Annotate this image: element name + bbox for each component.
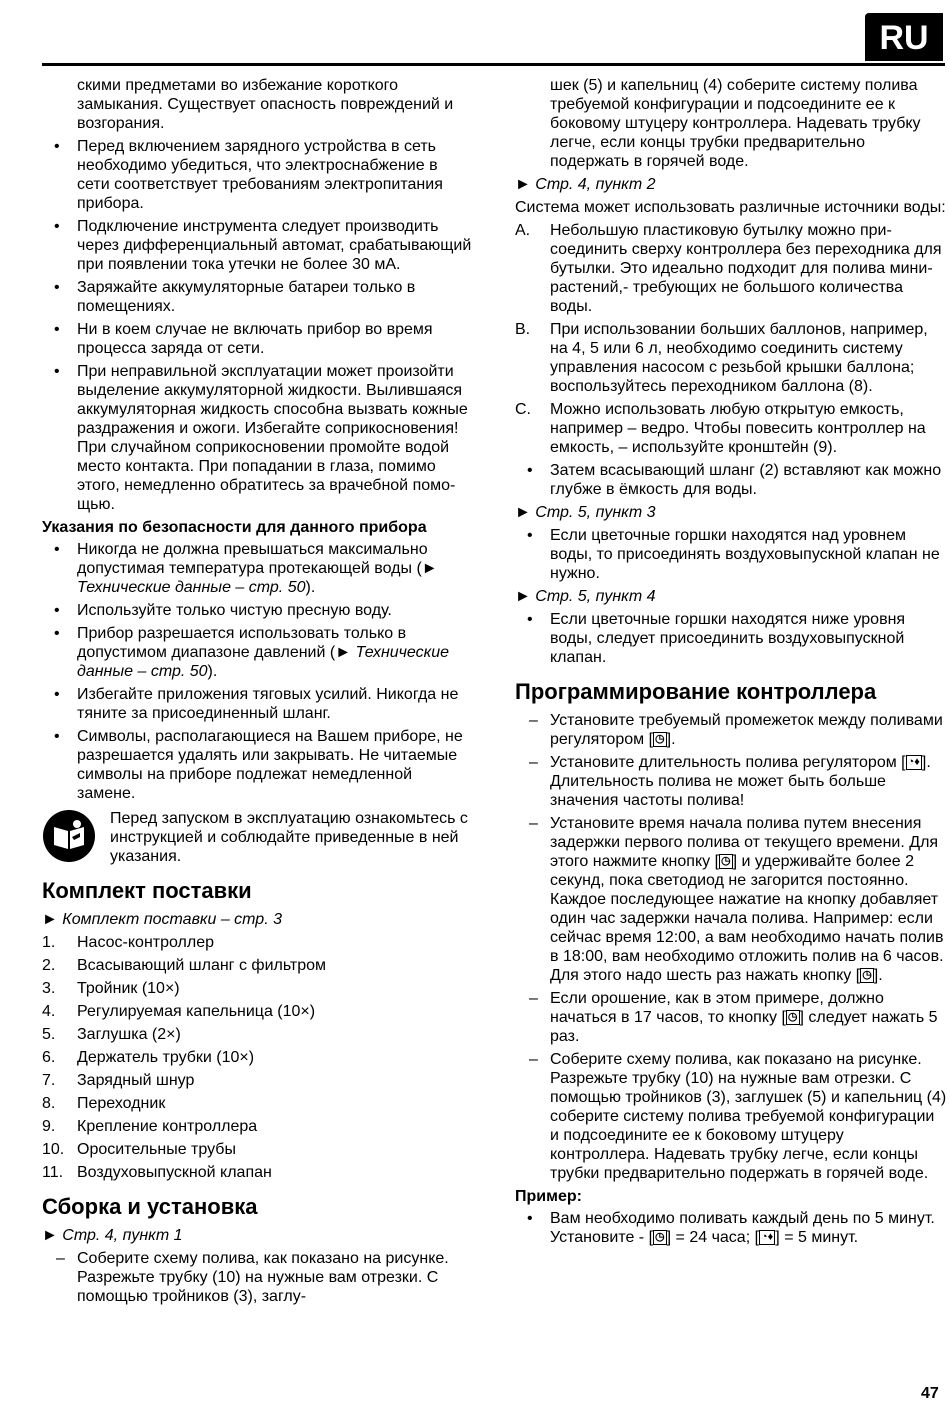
item-text: Воздуховыпускной клапан — [77, 1164, 272, 1181]
delay-button-icon: ◷ — [862, 969, 872, 982]
language-badge: RU — [865, 13, 943, 61]
list-item: • Перед включением зарядного устройства в сеть необходимо убедиться, что электроснабжение в сети соответствует требованиям электропитания прибора. — [42, 137, 474, 213]
item-text: Переходник — [77, 1095, 166, 1112]
page-number: 47 — [921, 1385, 939, 1402]
item-text: Можно использовать любую открытую емкость, например – ведро. Чтобы повесить контроллер на емкость, – используйте кронштейн (9). — [550, 401, 926, 456]
reference-text: Стр. 4, пункт 2 — [535, 176, 656, 193]
arrow-icon: ► — [335, 644, 352, 661]
item-text: Оросительные трубы — [77, 1141, 236, 1158]
item-text: Тройник (10×) — [77, 980, 180, 997]
list-item — [515, 1209, 947, 1247]
item-text: Насос-контроллер — [77, 934, 215, 951]
arrow-icon: ► — [515, 504, 536, 521]
list-item — [42, 1117, 474, 1136]
list-item — [42, 1071, 474, 1090]
delivery-list — [42, 933, 474, 1182]
list-item — [42, 1140, 474, 1159]
item-text: Зарядный шнур — [77, 1072, 195, 1089]
text: ). — [305, 579, 316, 596]
list-item — [42, 1048, 474, 1067]
list-item: • При неправильной эксплуатации может произойти выделение аккумуляторной жидкости. Вылившаяся аккумуляторная жидкость способна вызвать кожные раздражения и ожоги. Избегайте соприкосновения! При случайном соприкосновении промойте водой место контакта. При попадании в глаза, помимо этого, немедленно обратитесь за врачебной помощью. — [42, 362, 474, 514]
list-item: • Затем всасывающий шланг (2) вставляют как можно глубже в ёмкость для воды. — [515, 461, 947, 499]
text: Установите длительность полива регулятором [ — [550, 754, 906, 771]
cross-reference: Технические данные – стр. 50 — [77, 644, 449, 680]
item-text: Небольшую пластиковую бутылку можно присоединить сверху контроллера без переходника для бутылки. Это идеально подходит для полива мини-растений,- требующих не большого количества воды. — [550, 222, 942, 315]
list-item — [42, 1163, 474, 1182]
arrow-icon: ► — [42, 911, 63, 928]
text: ]. — [873, 967, 883, 984]
arrow-icon: ► — [42, 1227, 63, 1244]
sources-list — [515, 221, 947, 457]
item-text: При использовании больших баллонов, например, на 4, 5 или 6 л, необходимо соединить систему управления насосом с резьбой крышки баллона; воспользуйтесь переходником баллона (8). — [550, 321, 928, 395]
list-item — [515, 320, 947, 396]
list-item: • Если цветочные горшки находятся ниже уровня воды, следует присоединить воздуховыпускной клапан. — [515, 610, 947, 667]
item-number: 3. — [42, 980, 56, 997]
list-item: • Подключение инструмента следует производить через дифференциальный автомат, срабатывающий при появлении тока утечки не более 30 мА. — [42, 217, 474, 274]
list-item — [42, 624, 474, 681]
text: Никогда не должна превышаться максимально допустимая температура протекающей воды ( — [77, 541, 428, 577]
item-text: Заглушка (2×) — [77, 1026, 181, 1043]
book-warning-icon — [42, 809, 96, 863]
list-item — [515, 753, 947, 810]
cross-reference — [42, 910, 474, 929]
item-number: 9. — [42, 1118, 56, 1135]
cross-reference — [515, 175, 947, 194]
reference-text: Стр. 5, пункт 4 — [535, 588, 656, 605]
delay-button-icon: ◷ — [787, 1011, 798, 1024]
item-number: B. — [515, 321, 531, 338]
item-number: 1. — [42, 934, 56, 951]
item-number: 10. — [42, 1141, 65, 1158]
interval-dial-icon: ◷ — [655, 1231, 665, 1244]
cross-reference — [42, 1226, 474, 1245]
paragraph: Система может использовать различные источники воды: — [515, 199, 946, 216]
item-number: 6. — [42, 1049, 56, 1066]
item-text: Держатель трубки (10×) — [77, 1049, 255, 1066]
text: Установите время начала полива путем внесения задержки первого полива от текущего времени. Для этого нажмите кнопку [ — [550, 815, 939, 870]
text: ] и удерживайте более 2 секунд, пока светодиод не загорится постоянно. Каждое последующее нажатие на кнопку добавляет один час задержки начала полива. Например: если сейчас время 12:00, а вам необходимо начать полив в 18:00, вам необходимо отложить полив на 6 часов. Для этого надо шесть раз нажать кнопку [ — [550, 853, 944, 984]
reference-text: Стр. 5, пункт 3 — [535, 504, 656, 521]
list-item — [515, 989, 947, 1046]
text: ). — [207, 663, 218, 680]
arrow-icon: ► — [515, 176, 536, 193]
left-column — [42, 76, 474, 1310]
list-item: – Соберите схему полива, как показано на рисунке. Разрежьте трубку (10) на нужные вам отрезки. С помощью тройников (3), заглу- — [42, 1249, 474, 1306]
reference-text: Стр. 4, пункт 1 — [62, 1227, 183, 1244]
arrow-icon: ► — [421, 560, 438, 577]
list-item: • Используйте только чистую пресную воду. — [42, 601, 474, 620]
text: Если орошение, как в этом примере, должно начаться в 17 часов, то кнопку [ — [550, 990, 884, 1026]
text: Вам необходимо поливать каждый день по 5 минут. Установите - [ — [550, 1210, 935, 1246]
heading-assembly: Сборка и установка — [42, 1194, 258, 1219]
text: ] следует нажать 5 раз. — [550, 1009, 938, 1045]
item-text: Всасывающий шланг с фильтром — [77, 957, 327, 974]
arrow-icon: ► — [515, 588, 536, 605]
text: Прибор разрешается использовать только в допустимом диапазоне давлений ( — [77, 625, 407, 661]
list-item: • Ни в коем случае не включать прибор во время процесса заряда от сети. — [42, 320, 474, 358]
heading-programming: Программирование контроллера — [515, 679, 877, 704]
list-item — [42, 933, 474, 952]
list-item — [515, 221, 947, 316]
reference-text: Комплект поставки – стр. 3 — [62, 911, 282, 928]
list-item — [42, 956, 474, 975]
list-item: – Соберите схему полива, как показано на рисунке. Разрежьте трубку (10) на нужные вам отрезки. С помощью тройников (3), заглушек (5) и капельниц (4) соберите систему полива требуемой конфигурации и подсоедините ее к боковому штуцеру контроллера. Надевать трубку легче, если концы трубки предварительно подержать в горячей воде. — [515, 1050, 947, 1183]
item-text: Крепление контроллера — [77, 1118, 258, 1135]
read-manual-notice — [42, 809, 474, 866]
delay-button-icon: ◷ — [721, 855, 731, 868]
example-label: Пример: — [515, 1188, 582, 1205]
text: ] = 5 минут. — [775, 1229, 859, 1246]
item-number: 5. — [42, 1026, 56, 1043]
text: ] = 24 часа; [ — [666, 1229, 760, 1246]
interval-dial-icon: ◷ — [655, 733, 665, 746]
list-item: • Символы, располагающиеся на Вашем приборе, не разрешается удалять или закрывать. Не читаемые символы на приборе подлежат немедленной замене. — [42, 727, 474, 803]
cross-reference: Технические данные – стр. 50 — [77, 579, 306, 596]
list-item — [42, 1025, 474, 1044]
item-number: C. — [515, 401, 531, 418]
item-number: 7. — [42, 1072, 56, 1089]
item-text: Регулируемая капельница (10×) — [77, 1003, 316, 1020]
list-item — [515, 400, 947, 457]
duration-dial-icon: ◔♦ — [907, 756, 920, 769]
list-item: • Если цветочные горшки находятся над уровнем воды, то присоединять воздуховыпускной клапан не нужно. — [515, 526, 947, 583]
top-rule — [42, 63, 945, 66]
list-item: • Заряжайте аккумуляторные батареи только в помещениях. — [42, 278, 474, 316]
section-subheading: Указания по безопасности для данного прибора — [42, 519, 427, 536]
item-number: 11. — [42, 1164, 64, 1181]
text: ]. — [666, 731, 676, 748]
heading-delivery: Комплект поставки — [42, 878, 252, 903]
item-number: 2. — [42, 957, 56, 974]
continued-text: шек (5) и капельниц (4) соберите систему полива требуемой конфигурации и подсоедините ее к боковому штуцеру контроллера. Надевать трубку легче, если концы трубки предварительно подержать в горячей воде. — [550, 77, 921, 170]
item-number: A. — [515, 222, 531, 239]
item-number: 4. — [42, 1003, 56, 1020]
cross-reference — [515, 503, 947, 522]
notice-text: Перед запуском в эксплуатацию ознакомьтесь с инструкцией и соблюдайте приведенные в ней указания. — [110, 810, 468, 865]
duration-dial-icon: ◔♦ — [761, 1231, 774, 1244]
list-item — [42, 540, 474, 597]
list-item — [515, 711, 947, 749]
text: ]. Длительность полива не может быть больше значения частоты полива! — [550, 754, 931, 809]
right-column — [515, 76, 947, 1251]
continued-text: скими предметами во избежание короткого замыкания. Существует опасность повреждений и возгорания. — [77, 77, 454, 132]
list-item: • Избегайте приложения тяговых усилий. Никогда не тяните за присоединенный шланг. — [42, 685, 474, 723]
list-item — [42, 979, 474, 998]
list-item — [42, 1094, 474, 1113]
text: Установите требуемый промежеток между поливами регулятором [ — [550, 712, 943, 748]
list-item — [42, 1002, 474, 1021]
list-item — [515, 814, 947, 985]
item-number: 8. — [42, 1095, 56, 1112]
cross-reference — [515, 587, 947, 606]
